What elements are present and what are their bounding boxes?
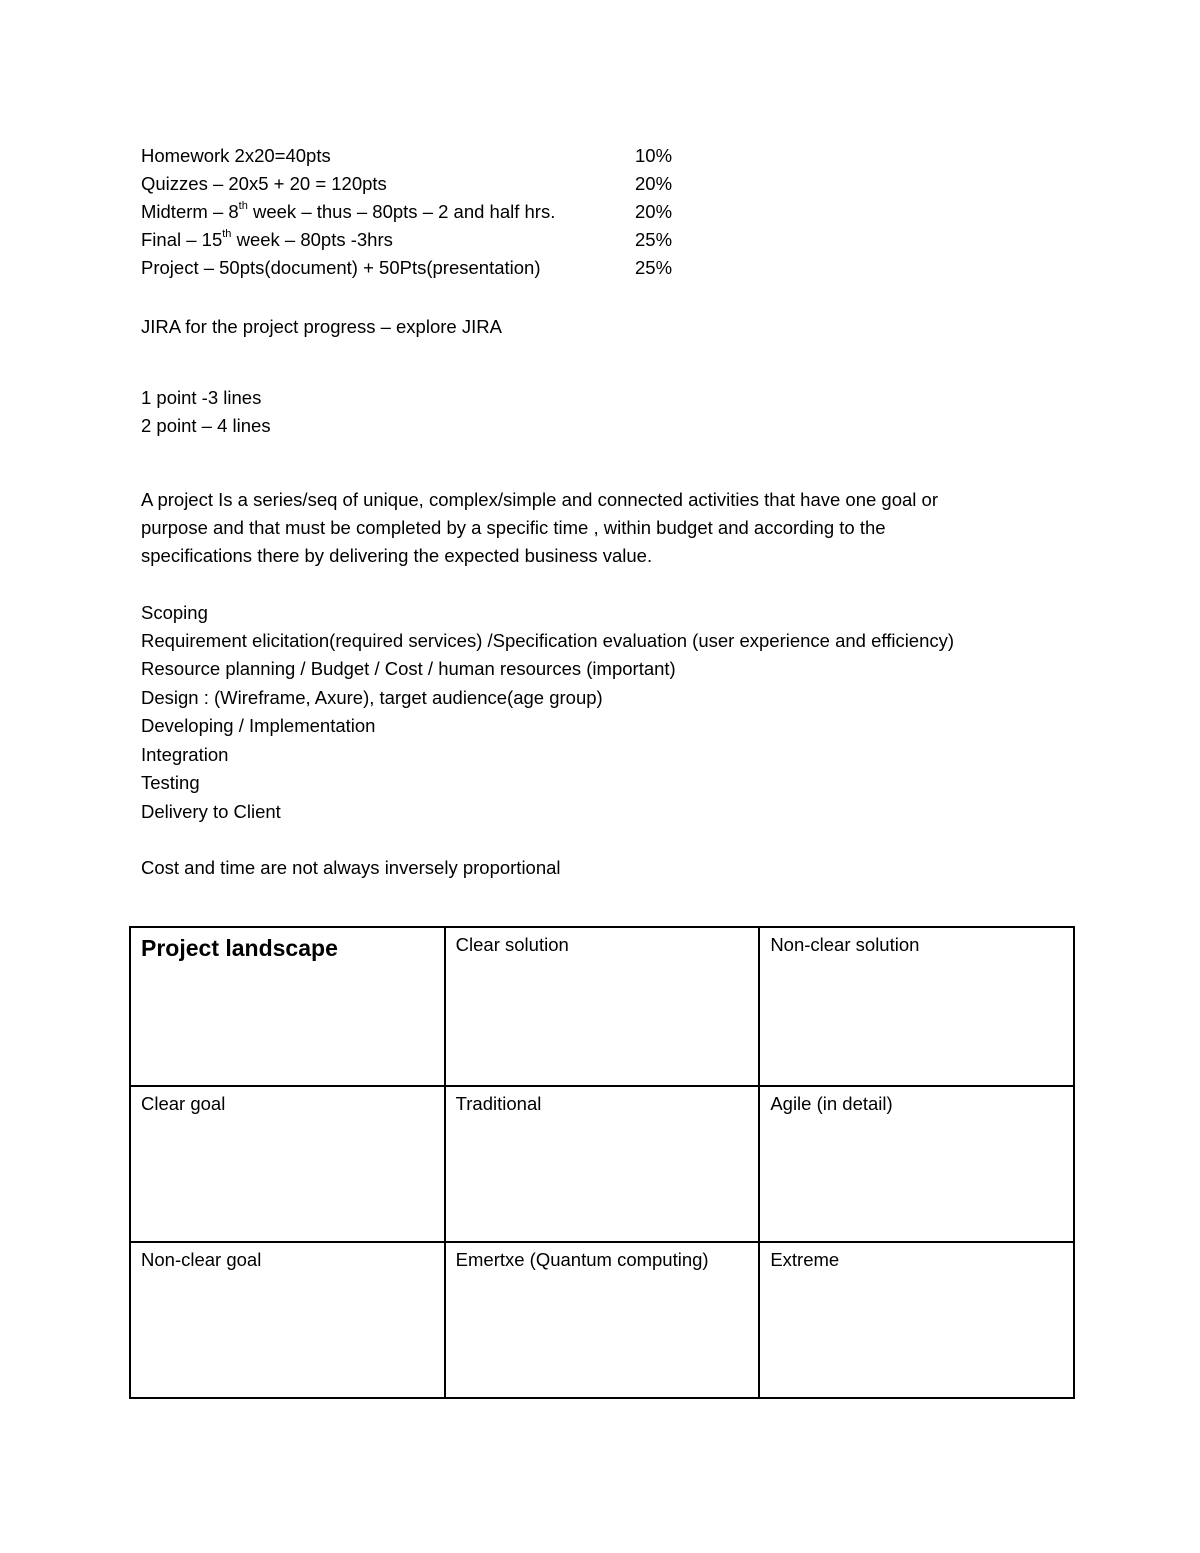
table-cell: Agile (in detail) xyxy=(759,1086,1074,1242)
table-cell: Clear solution xyxy=(445,927,760,1086)
table-cell: Non-clear solution xyxy=(759,927,1074,1086)
phase-item: Design : (Wireframe, Axure), target audience(age group) xyxy=(141,687,603,708)
table-cell: Extreme xyxy=(759,1242,1074,1398)
phase-item: Scoping xyxy=(141,602,208,623)
phase-item: Resource planning / Budget / Cost / human resources (important) xyxy=(141,658,676,679)
grading-item-label: Final – 15th week – 80pts -3hrs xyxy=(141,227,393,250)
cost-note: Cost and time are not always inversely proportional xyxy=(141,857,561,878)
grading-item-label: Midterm – 8th week – thus – 80pts – 2 and half hrs. xyxy=(141,199,556,222)
table-header-cell: Project landscape xyxy=(130,927,445,1086)
phase-item: Integration xyxy=(141,744,229,765)
points-line: 2 point – 4 lines xyxy=(141,415,271,436)
table-row xyxy=(130,1086,1074,1242)
grading-item-percent: 25% xyxy=(635,229,673,250)
grading-item-percent: 10% xyxy=(635,145,673,166)
project-landscape-table xyxy=(129,926,1075,1399)
grading-item-percent: 20% xyxy=(635,201,673,222)
table-cell: Emertxe (Quantum computing) xyxy=(445,1242,760,1398)
table-row xyxy=(130,1242,1074,1398)
points-line: 1 point -3 lines xyxy=(141,387,262,408)
phase-item: Testing xyxy=(141,772,200,793)
phase-item: Delivery to Client xyxy=(141,801,281,822)
grading-item-label: Homework 2x20=40pts xyxy=(141,145,331,166)
grading-item-percent: 20% xyxy=(635,173,673,194)
definition-line: A project Is a series/seq of unique, complex/simple and connected activities that have one goal or xyxy=(141,489,938,510)
table-row xyxy=(130,927,1074,1086)
jira-note: JIRA for the project progress – explore JIRA xyxy=(141,316,502,337)
phase-item: Developing / Implementation xyxy=(141,715,376,736)
grading-item-label: Quizzes – 20x5 + 20 = 120pts xyxy=(141,173,387,194)
definition-line: purpose and that must be completed by a specific time , within budget and according to the xyxy=(141,517,886,538)
table-cell: Non-clear goal xyxy=(130,1242,445,1398)
grading-item-label: Project – 50pts(document) + 50Pts(presentation) xyxy=(141,257,541,278)
phase-item: Requirement elicitation(required services) /Specification evaluation (user experience and efficiency) xyxy=(141,630,955,651)
table-cell: Traditional xyxy=(445,1086,760,1242)
table-cell: Clear goal xyxy=(130,1086,445,1242)
grading-item-percent: 25% xyxy=(635,257,673,278)
definition-line: specifications there by delivering the expected business value. xyxy=(141,545,653,566)
